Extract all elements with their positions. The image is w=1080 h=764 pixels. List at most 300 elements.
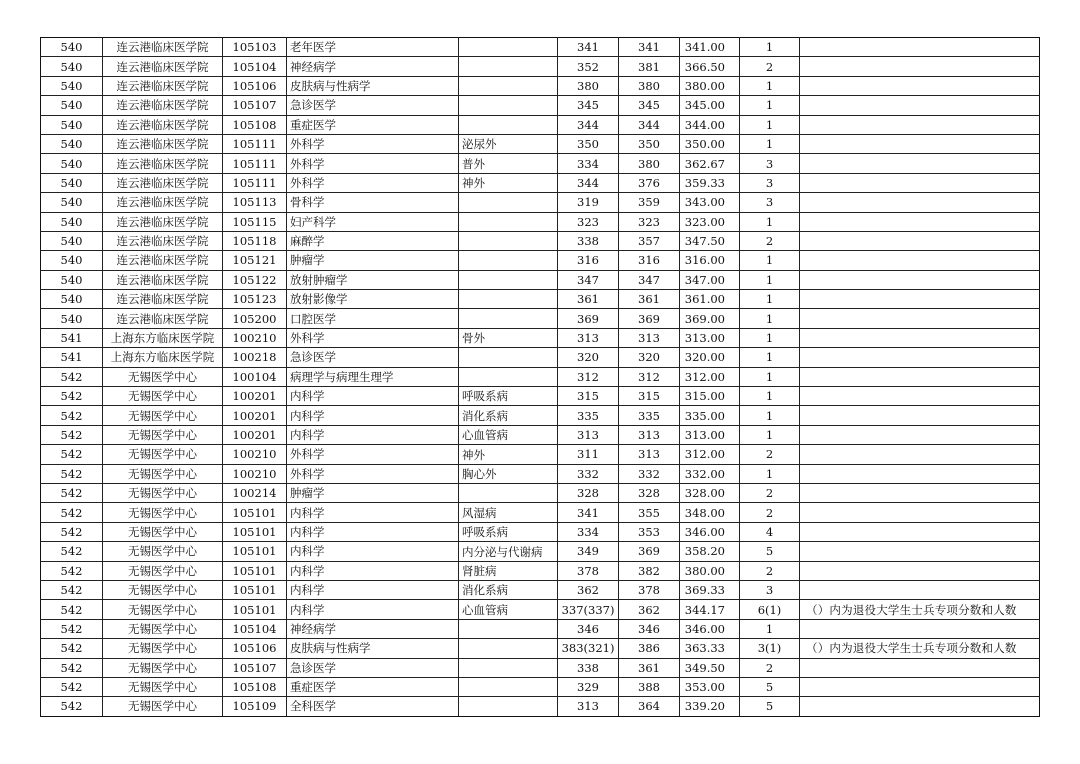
table-row (41, 212, 1040, 231)
max-score-cell: 369 (619, 309, 680, 328)
research-direction-cell (459, 348, 558, 367)
admitted-count-cell: 1 (740, 367, 800, 386)
admitted-count-cell: 2 (740, 445, 800, 464)
major-name-cell: 内科学 (287, 406, 459, 425)
note-cell (800, 580, 1040, 599)
min-score-cell: 334 (558, 522, 619, 541)
table-row (41, 348, 1040, 367)
avg-score-cell: 313.00 (680, 328, 740, 347)
avg-score-cell: 380.00 (680, 76, 740, 95)
table-row (41, 503, 1040, 522)
avg-score-cell: 369.33 (680, 580, 740, 599)
major-name-cell: 内科学 (287, 503, 459, 522)
min-score-cell: 313 (558, 328, 619, 347)
table-row (41, 309, 1040, 328)
major-code-cell: 105107 (223, 658, 287, 677)
major-name-cell: 老年医学 (287, 38, 459, 57)
max-score-cell: 353 (619, 522, 680, 541)
admitted-count-cell: 1 (740, 309, 800, 328)
research-direction-cell (459, 309, 558, 328)
school-name-cell: 连云港临床医学院 (103, 193, 223, 212)
admitted-count-cell: 1 (740, 76, 800, 95)
admitted-count-cell: 1 (740, 464, 800, 483)
max-score-cell: 320 (619, 348, 680, 367)
table-row (41, 154, 1040, 173)
major-code-cell: 105109 (223, 697, 287, 716)
school-name-cell: 无锡医学中心 (103, 522, 223, 541)
major-code-cell: 100201 (223, 406, 287, 425)
major-code-cell: 105200 (223, 309, 287, 328)
avg-score-cell: 363.33 (680, 639, 740, 658)
max-score-cell: 323 (619, 212, 680, 231)
avg-score-cell: 344.00 (680, 115, 740, 134)
major-code-cell: 105107 (223, 96, 287, 115)
research-direction-cell: 骨外 (459, 328, 558, 347)
min-score-cell: 323 (558, 212, 619, 231)
school-code-cell: 542 (41, 561, 103, 580)
table-row (41, 290, 1040, 309)
avg-score-cell: 349.50 (680, 658, 740, 677)
major-name-cell: 外科学 (287, 328, 459, 347)
school-name-cell: 无锡医学中心 (103, 425, 223, 444)
major-name-cell: 放射肿瘤学 (287, 270, 459, 289)
note-cell (800, 76, 1040, 95)
table-row (41, 639, 1040, 658)
research-direction-cell (459, 57, 558, 76)
avg-score-cell: 347.50 (680, 231, 740, 250)
note-cell (800, 522, 1040, 541)
note-cell (800, 425, 1040, 444)
major-code-cell: 100218 (223, 348, 287, 367)
school-name-cell: 无锡医学中心 (103, 464, 223, 483)
major-code-cell: 105103 (223, 38, 287, 57)
note-cell (800, 193, 1040, 212)
min-score-cell: 349 (558, 542, 619, 561)
min-score-cell: 383(321) (558, 639, 619, 658)
note-cell (800, 115, 1040, 134)
school-code-cell: 540 (41, 154, 103, 173)
admitted-count-cell: 1 (740, 406, 800, 425)
note-cell (800, 619, 1040, 638)
school-code-cell: 542 (41, 658, 103, 677)
major-name-cell: 急诊医学 (287, 96, 459, 115)
research-direction-cell (459, 251, 558, 270)
avg-score-cell: 359.33 (680, 173, 740, 192)
major-code-cell: 105104 (223, 57, 287, 76)
note-cell (800, 309, 1040, 328)
note-cell (800, 483, 1040, 502)
major-code-cell: 105106 (223, 639, 287, 658)
max-score-cell: 382 (619, 561, 680, 580)
major-code-cell: 100201 (223, 425, 287, 444)
min-score-cell: 316 (558, 251, 619, 270)
major-name-cell: 肿瘤学 (287, 251, 459, 270)
major-name-cell: 口腔医学 (287, 309, 459, 328)
table-row (41, 697, 1040, 716)
min-score-cell: 350 (558, 134, 619, 153)
admitted-count-cell: 5 (740, 697, 800, 716)
school-name-cell: 无锡医学中心 (103, 619, 223, 638)
school-code-cell: 542 (41, 697, 103, 716)
min-score-cell: 380 (558, 76, 619, 95)
note-cell (800, 270, 1040, 289)
note-cell (800, 561, 1040, 580)
school-code-cell: 540 (41, 57, 103, 76)
max-score-cell: 369 (619, 542, 680, 561)
min-score-cell: 347 (558, 270, 619, 289)
note-cell (800, 697, 1040, 716)
research-direction-cell: 神外 (459, 173, 558, 192)
min-score-cell: 313 (558, 425, 619, 444)
admitted-count-cell: 3 (740, 154, 800, 173)
max-score-cell: 315 (619, 387, 680, 406)
major-code-cell: 100104 (223, 367, 287, 386)
research-direction-cell (459, 76, 558, 95)
min-score-cell: 334 (558, 154, 619, 173)
school-name-cell: 连云港临床医学院 (103, 212, 223, 231)
school-name-cell: 连云港临床医学院 (103, 96, 223, 115)
admitted-count-cell: 1 (740, 134, 800, 153)
school-code-cell: 540 (41, 270, 103, 289)
min-score-cell: 345 (558, 96, 619, 115)
note-cell (800, 658, 1040, 677)
research-direction-cell: 神外 (459, 445, 558, 464)
admission-score-table (40, 37, 1040, 717)
note-cell: （）内为退役大学生士兵专项分数和人数 (800, 639, 1040, 658)
table-row (41, 251, 1040, 270)
research-direction-cell: 内分泌与代谢病 (459, 542, 558, 561)
avg-score-cell: 320.00 (680, 348, 740, 367)
research-direction-cell: 呼吸系病 (459, 522, 558, 541)
min-score-cell: 378 (558, 561, 619, 580)
research-direction-cell: 呼吸系病 (459, 387, 558, 406)
min-score-cell: 335 (558, 406, 619, 425)
major-code-cell: 105115 (223, 212, 287, 231)
admitted-count-cell: 5 (740, 677, 800, 696)
max-score-cell: 312 (619, 367, 680, 386)
major-code-cell: 105122 (223, 270, 287, 289)
major-code-cell: 105121 (223, 251, 287, 270)
major-name-cell: 麻醉学 (287, 231, 459, 250)
major-code-cell: 105123 (223, 290, 287, 309)
school-code-cell: 540 (41, 231, 103, 250)
major-name-cell: 外科学 (287, 173, 459, 192)
school-name-cell: 无锡医学中心 (103, 677, 223, 696)
max-score-cell: 386 (619, 639, 680, 658)
school-code-cell: 540 (41, 76, 103, 95)
min-score-cell: 328 (558, 483, 619, 502)
school-code-cell: 542 (41, 580, 103, 599)
major-name-cell: 外科学 (287, 445, 459, 464)
min-score-cell: 315 (558, 387, 619, 406)
admitted-count-cell: 2 (740, 483, 800, 502)
major-name-cell: 急诊医学 (287, 658, 459, 677)
avg-score-cell: 315.00 (680, 387, 740, 406)
max-score-cell: 357 (619, 231, 680, 250)
school-code-cell: 540 (41, 96, 103, 115)
table-row (41, 580, 1040, 599)
min-score-cell: 312 (558, 367, 619, 386)
school-name-cell: 无锡医学中心 (103, 483, 223, 502)
research-direction-cell (459, 697, 558, 716)
school-code-cell: 542 (41, 406, 103, 425)
table-row (41, 619, 1040, 638)
major-name-cell: 神经病学 (287, 57, 459, 76)
min-score-cell: 341 (558, 38, 619, 57)
note-cell (800, 212, 1040, 231)
max-score-cell: 355 (619, 503, 680, 522)
research-direction-cell: 普外 (459, 154, 558, 173)
max-score-cell: 359 (619, 193, 680, 212)
research-direction-cell (459, 677, 558, 696)
note-cell (800, 445, 1040, 464)
min-score-cell: 341 (558, 503, 619, 522)
major-name-cell: 内科学 (287, 542, 459, 561)
note-cell (800, 173, 1040, 192)
school-code-cell: 540 (41, 251, 103, 270)
table-row (41, 464, 1040, 483)
avg-score-cell: 380.00 (680, 561, 740, 580)
major-code-cell: 105101 (223, 503, 287, 522)
max-score-cell: 328 (619, 483, 680, 502)
min-score-cell: 346 (558, 619, 619, 638)
table-body (41, 38, 1040, 717)
max-score-cell: 361 (619, 658, 680, 677)
school-name-cell: 连云港临床医学院 (103, 173, 223, 192)
admitted-count-cell: 1 (740, 38, 800, 57)
min-score-cell: 313 (558, 697, 619, 716)
major-code-cell: 105118 (223, 231, 287, 250)
max-score-cell: 335 (619, 406, 680, 425)
school-code-cell: 540 (41, 173, 103, 192)
admitted-count-cell: 1 (740, 619, 800, 638)
major-code-cell: 105111 (223, 154, 287, 173)
research-direction-cell (459, 96, 558, 115)
avg-score-cell: 350.00 (680, 134, 740, 153)
note-cell (800, 464, 1040, 483)
max-score-cell: 378 (619, 580, 680, 599)
avg-score-cell: 323.00 (680, 212, 740, 231)
major-name-cell: 内科学 (287, 425, 459, 444)
table-row (41, 600, 1040, 619)
avg-score-cell: 348.00 (680, 503, 740, 522)
table-row (41, 57, 1040, 76)
avg-score-cell: 343.00 (680, 193, 740, 212)
school-name-cell: 连云港临床医学院 (103, 115, 223, 134)
research-direction-cell: 肾脏病 (459, 561, 558, 580)
max-score-cell: 388 (619, 677, 680, 696)
min-score-cell: 369 (558, 309, 619, 328)
avg-score-cell: 369.00 (680, 309, 740, 328)
school-code-cell: 542 (41, 503, 103, 522)
table-row (41, 677, 1040, 696)
major-code-cell: 100214 (223, 483, 287, 502)
admitted-count-cell: 1 (740, 328, 800, 347)
admitted-count-cell: 3(1) (740, 639, 800, 658)
admitted-count-cell: 2 (740, 561, 800, 580)
school-name-cell: 连云港临床医学院 (103, 38, 223, 57)
major-code-cell: 105101 (223, 542, 287, 561)
table-row (41, 561, 1040, 580)
admitted-count-cell: 5 (740, 542, 800, 561)
note-cell (800, 677, 1040, 696)
school-code-cell: 540 (41, 134, 103, 153)
avg-score-cell: 316.00 (680, 251, 740, 270)
max-score-cell: 316 (619, 251, 680, 270)
note-cell: （）内为退役大学生士兵专项分数和人数 (800, 600, 1040, 619)
school-code-cell: 541 (41, 328, 103, 347)
school-name-cell: 连云港临床医学院 (103, 76, 223, 95)
table-row (41, 425, 1040, 444)
min-score-cell: 329 (558, 677, 619, 696)
max-score-cell: 344 (619, 115, 680, 134)
major-code-cell: 105108 (223, 677, 287, 696)
max-score-cell: 347 (619, 270, 680, 289)
admitted-count-cell: 3 (740, 580, 800, 599)
school-name-cell: 连云港临床医学院 (103, 251, 223, 270)
major-name-cell: 重症医学 (287, 115, 459, 134)
table-row (41, 367, 1040, 386)
school-name-cell: 连云港临床医学院 (103, 290, 223, 309)
avg-score-cell: 358.20 (680, 542, 740, 561)
avg-score-cell: 347.00 (680, 270, 740, 289)
max-score-cell: 313 (619, 425, 680, 444)
research-direction-cell (459, 231, 558, 250)
table-row (41, 658, 1040, 677)
major-name-cell: 外科学 (287, 134, 459, 153)
note-cell (800, 542, 1040, 561)
min-score-cell: 311 (558, 445, 619, 464)
note-cell (800, 348, 1040, 367)
admitted-count-cell: 6(1) (740, 600, 800, 619)
school-name-cell: 连云港临床医学院 (103, 57, 223, 76)
table-row (41, 328, 1040, 347)
admitted-count-cell: 1 (740, 425, 800, 444)
school-name-cell: 无锡医学中心 (103, 561, 223, 580)
major-code-cell: 100210 (223, 328, 287, 347)
avg-score-cell: 361.00 (680, 290, 740, 309)
research-direction-cell (459, 619, 558, 638)
admitted-count-cell: 1 (740, 290, 800, 309)
min-score-cell: 338 (558, 231, 619, 250)
research-direction-cell (459, 367, 558, 386)
max-score-cell: 376 (619, 173, 680, 192)
major-code-cell: 105101 (223, 580, 287, 599)
research-direction-cell (459, 212, 558, 231)
major-name-cell: 急诊医学 (287, 348, 459, 367)
min-score-cell: 352 (558, 57, 619, 76)
admitted-count-cell: 1 (740, 387, 800, 406)
school-name-cell: 无锡医学中心 (103, 658, 223, 677)
research-direction-cell (459, 270, 558, 289)
major-name-cell: 病理学与病理生理学 (287, 367, 459, 386)
major-name-cell: 肿瘤学 (287, 483, 459, 502)
school-code-cell: 542 (41, 619, 103, 638)
major-code-cell: 105106 (223, 76, 287, 95)
school-code-cell: 542 (41, 522, 103, 541)
major-name-cell: 内科学 (287, 580, 459, 599)
research-direction-cell (459, 483, 558, 502)
research-direction-cell: 心血管病 (459, 425, 558, 444)
note-cell (800, 406, 1040, 425)
max-score-cell: 345 (619, 96, 680, 115)
note-cell (800, 290, 1040, 309)
major-code-cell: 100210 (223, 464, 287, 483)
school-code-cell: 542 (41, 542, 103, 561)
school-name-cell: 上海东方临床医学院 (103, 348, 223, 367)
school-name-cell: 连云港临床医学院 (103, 154, 223, 173)
research-direction-cell (459, 115, 558, 134)
school-code-cell: 540 (41, 212, 103, 231)
admitted-count-cell: 1 (740, 212, 800, 231)
avg-score-cell: 312.00 (680, 445, 740, 464)
major-code-cell: 105108 (223, 115, 287, 134)
note-cell (800, 96, 1040, 115)
note-cell (800, 57, 1040, 76)
min-score-cell: 337(337) (558, 600, 619, 619)
avg-score-cell: 339.20 (680, 697, 740, 716)
avg-score-cell: 353.00 (680, 677, 740, 696)
min-score-cell: 361 (558, 290, 619, 309)
major-name-cell: 外科学 (287, 464, 459, 483)
avg-score-cell: 344.17 (680, 600, 740, 619)
admitted-count-cell: 2 (740, 503, 800, 522)
research-direction-cell: 消化系病 (459, 580, 558, 599)
major-name-cell: 内科学 (287, 387, 459, 406)
table-row (41, 76, 1040, 95)
max-score-cell: 381 (619, 57, 680, 76)
school-name-cell: 无锡医学中心 (103, 367, 223, 386)
max-score-cell: 364 (619, 697, 680, 716)
note-cell (800, 503, 1040, 522)
school-name-cell: 无锡医学中心 (103, 580, 223, 599)
table-row (41, 38, 1040, 57)
note-cell (800, 251, 1040, 270)
school-name-cell: 无锡医学中心 (103, 542, 223, 561)
school-code-cell: 540 (41, 115, 103, 134)
admitted-count-cell: 3 (740, 193, 800, 212)
research-direction-cell: 风湿病 (459, 503, 558, 522)
major-code-cell: 105111 (223, 173, 287, 192)
min-score-cell: 338 (558, 658, 619, 677)
major-code-cell: 100210 (223, 445, 287, 464)
table-row (41, 231, 1040, 250)
school-name-cell: 无锡医学中心 (103, 387, 223, 406)
max-score-cell: 332 (619, 464, 680, 483)
school-name-cell: 连云港临床医学院 (103, 231, 223, 250)
min-score-cell: 362 (558, 580, 619, 599)
major-code-cell: 105104 (223, 619, 287, 638)
school-name-cell: 无锡医学中心 (103, 600, 223, 619)
table-row (41, 387, 1040, 406)
max-score-cell: 361 (619, 290, 680, 309)
admitted-count-cell: 4 (740, 522, 800, 541)
max-score-cell: 380 (619, 76, 680, 95)
avg-score-cell: 332.00 (680, 464, 740, 483)
research-direction-cell: 消化系病 (459, 406, 558, 425)
avg-score-cell: 341.00 (680, 38, 740, 57)
max-score-cell: 362 (619, 600, 680, 619)
admitted-count-cell: 1 (740, 348, 800, 367)
avg-score-cell: 312.00 (680, 367, 740, 386)
school-code-cell: 542 (41, 464, 103, 483)
avg-score-cell: 335.00 (680, 406, 740, 425)
max-score-cell: 350 (619, 134, 680, 153)
note-cell (800, 231, 1040, 250)
admitted-count-cell: 1 (740, 115, 800, 134)
admitted-count-cell: 1 (740, 96, 800, 115)
school-code-cell: 540 (41, 193, 103, 212)
